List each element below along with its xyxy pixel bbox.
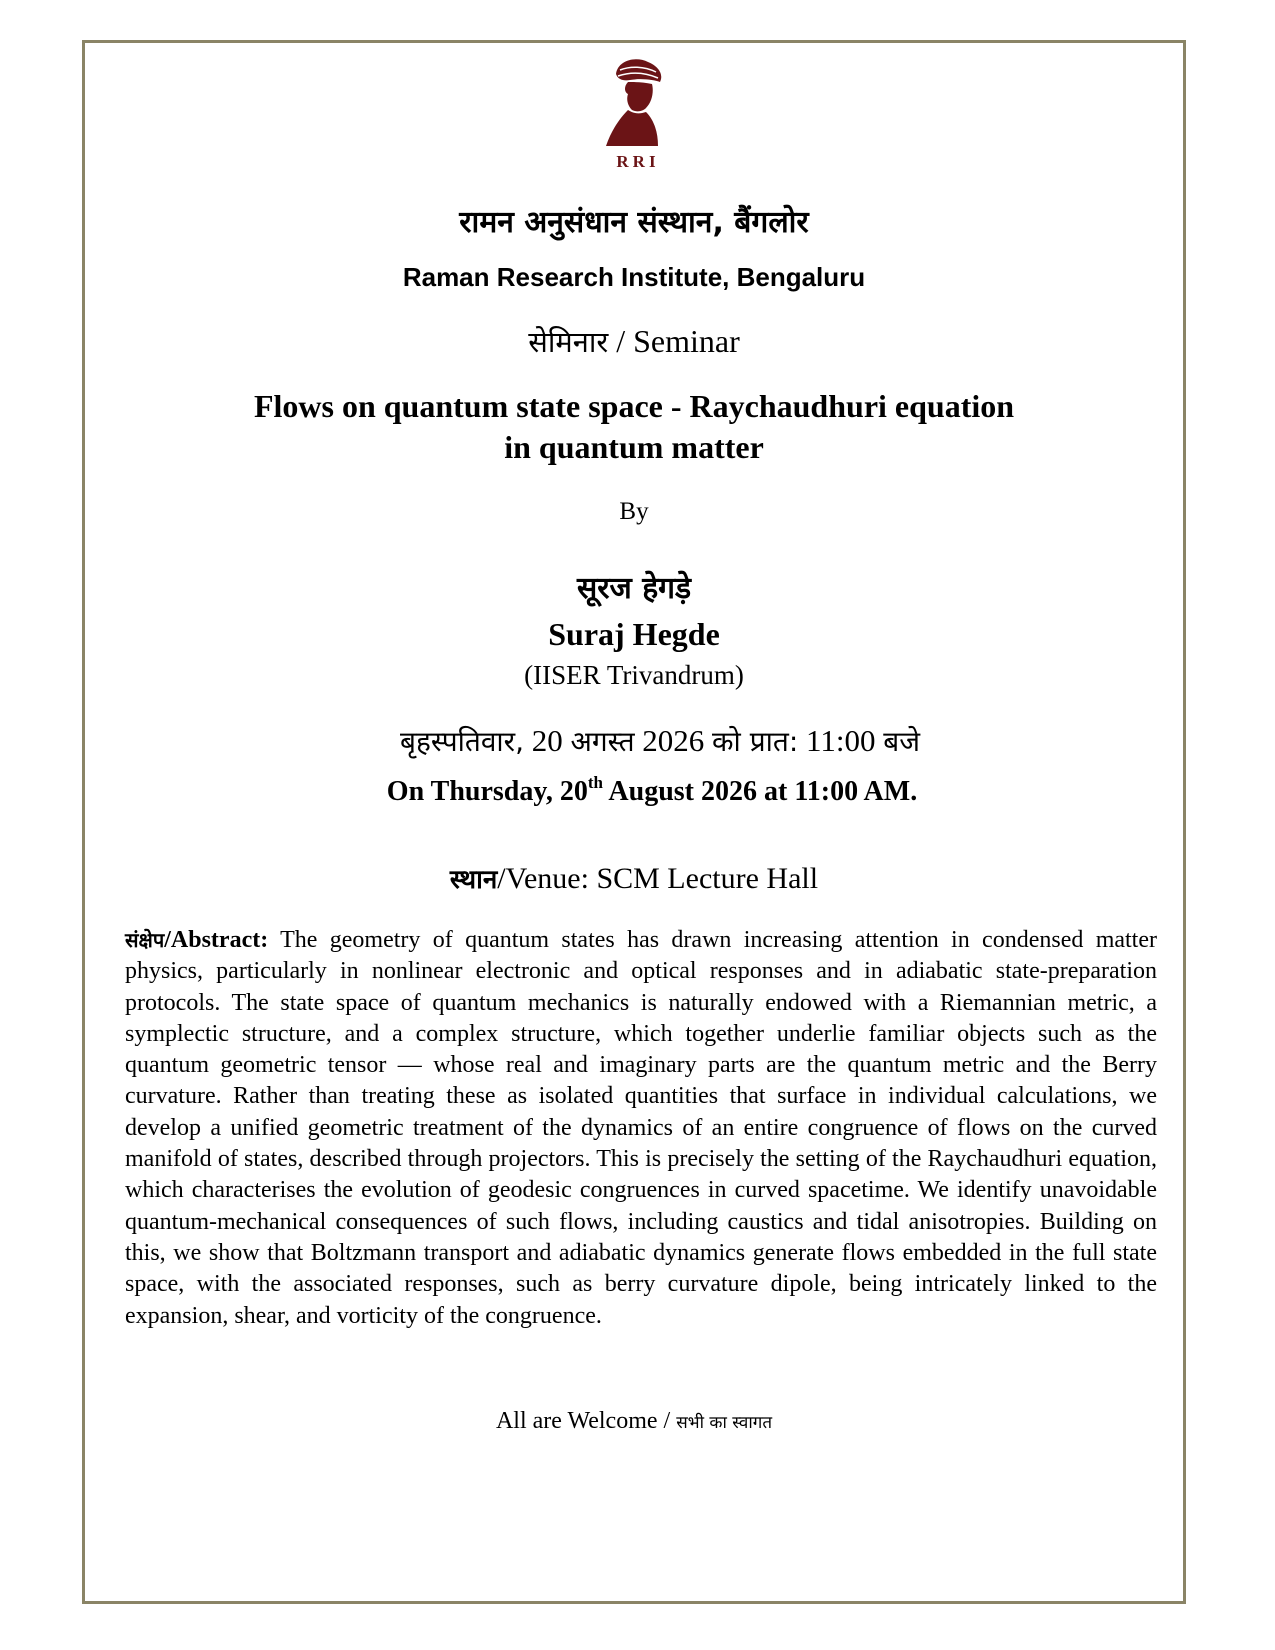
venue-label-english: /Venue: xyxy=(497,862,597,895)
institute-name-hindi: रामन अनुसंधान संस्थान, बैंगलोर xyxy=(459,205,809,240)
date-english-prefix: On Thursday, 20 xyxy=(386,776,588,807)
weekday-hindi: बृहस्पतिवार, xyxy=(399,725,525,758)
date-hindi xyxy=(82,722,1186,760)
at-hindi: को प्रात: xyxy=(712,725,799,758)
time-value: 11:00 xyxy=(798,723,884,758)
venue-place: SCM Lecture Hall xyxy=(596,862,819,895)
date-english-ordinal: th xyxy=(587,773,603,792)
hours-hindi: बजे xyxy=(883,725,921,758)
event-type-hindi: सेमिनार xyxy=(528,325,609,359)
date-english xyxy=(82,773,1186,808)
abstract-label-hindi: संक्षेप xyxy=(125,928,165,952)
abstract xyxy=(125,925,1157,1332)
venue-label-hindi: स्थान xyxy=(449,865,498,895)
welcome-note xyxy=(82,1408,1186,1435)
month-hindi: अगस्त xyxy=(570,725,635,758)
date-day: 20 xyxy=(524,723,571,758)
logo-text: RRI xyxy=(616,152,660,171)
speaker-name-hindi: सूरज हेगड़े xyxy=(576,571,692,606)
speaker-name-english: Suraj Hegde xyxy=(548,616,720,652)
welcome-hindi: सभी का स्वागत xyxy=(676,1413,773,1433)
institute-name-english: Raman Research Institute, Bengaluru xyxy=(402,262,866,292)
talk-title-text: Flows on quantum state space - Raychaudhuri equation in quantum matter xyxy=(253,388,1015,465)
date-english-suffix: August 2026 at 11:00 AM. xyxy=(602,776,918,807)
abstract-text: The geometry of quantum states has drawn increasing attention in condensed matter physics, particularly in nonlinear electronic and optical responses and in adiabatic state-preparation protocols. The state space of quantum mechanics is naturally endowed with a Riemannian metric, a symplectic structure, and a complex structure, which together underlie familiar objects such as the quantum geometric tensor — whose real and imaginary parts are the quantum metric and the Berry curvature. Rather than treating these as isolated quantities that surface in individual calculations, we develop a unified geometric treatment of the dynamics of an entire congruence of flows on the curved manifold of states, described through projectors. This is precisely the setting of the Raychaudhuri equation, which characterises the evolution of geodesic congruences in curved spacetime. We identify unavoidable quantum-mechanical consequences of such flows, including caustics and tidal anisotropies. Building on this, we show that Boltzmann transport and adiabatic dynamics generate flows embedded in the full state space, with the associated responses, such as berry curvature dipole, being intricately linked to the expansion, shear, and vorticity of the congruence. xyxy=(125,927,1157,1329)
speaker-affiliation: (IISER Trivandrum) xyxy=(524,660,744,690)
event-type xyxy=(82,322,1186,361)
by-label: By xyxy=(619,498,649,525)
talk-title xyxy=(82,386,1186,468)
event-type-separator: / xyxy=(608,323,634,359)
date-year: 2026 xyxy=(634,723,713,758)
welcome-english: All are Welcome / xyxy=(495,1408,677,1434)
rri-portrait-logo-icon xyxy=(598,52,678,172)
venue xyxy=(82,860,1186,896)
event-type-english: Seminar xyxy=(633,323,740,359)
abstract-label-english: /Abstract: xyxy=(164,927,269,953)
